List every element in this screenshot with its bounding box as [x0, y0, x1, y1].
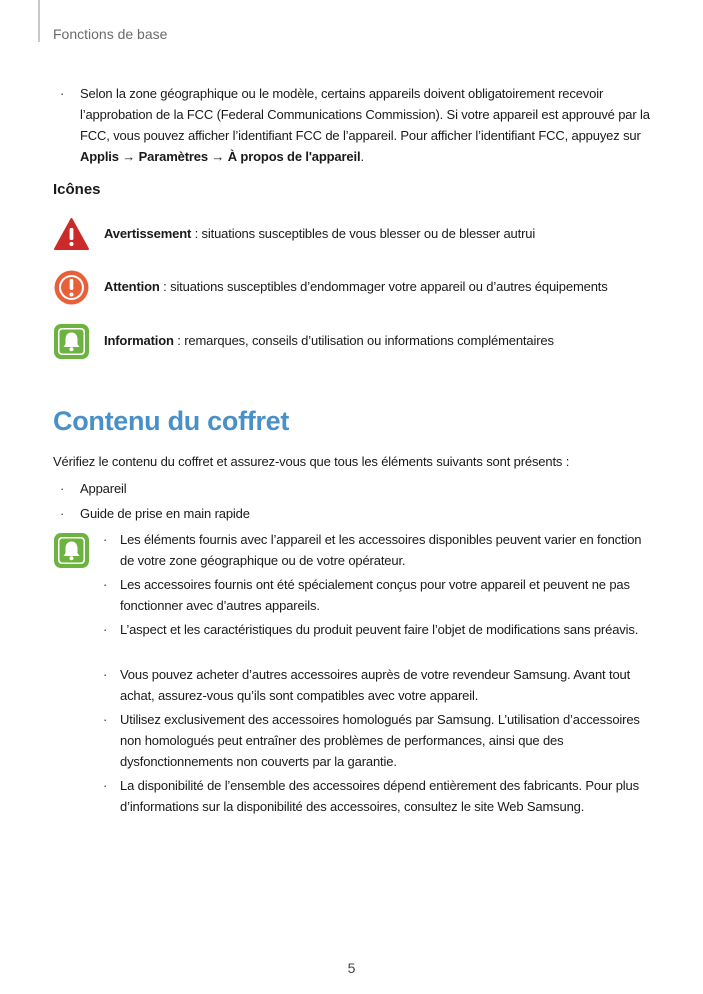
legend-term: Attention — [104, 279, 160, 294]
information-bell-icon — [53, 323, 90, 360]
list-item-quick-guide: Guide de prise en main rapide — [80, 506, 250, 521]
section-intro: Vérifiez le contenu du coffret et assurez-vous que tous les éléments suivants sont présents : — [53, 454, 570, 469]
list-bullet: · — [60, 481, 65, 496]
note-item: Utilisez exclusivement des accessoires homologués par Samsung. L’utilisation d’accessoires non homologués peut entraîner des problèmes de performances, ainsi que des dysfonctionnements non couverts par la garantie. — [120, 712, 640, 769]
caution-exclamation-icon — [53, 269, 90, 306]
legend-term: Information — [104, 333, 174, 348]
note-item: L’aspect et les caractéristiques du produit peuvent faire l’objet de modifications sans préavis. — [120, 622, 639, 637]
warning-triangle-icon — [53, 216, 90, 253]
path-apps: Applis — [80, 149, 119, 164]
note-bullet: · — [103, 712, 108, 727]
legend-warning — [53, 216, 673, 252]
note-item: Les accessoires fournis ont été spécialement conçus pour votre appareil et peuvent ne pas fonctionner avec d’autres appareils. — [120, 577, 630, 613]
note-bullet: · — [103, 532, 108, 547]
legend-description: : remarques, conseils d’utilisation ou informations complémentaires — [173, 333, 554, 348]
information-bell-icon — [53, 532, 90, 569]
icons-heading: Icônes — [53, 181, 101, 198]
list-item-device: Appareil — [80, 481, 127, 496]
legend-caution — [53, 269, 673, 305]
note-bullet: · — [103, 622, 108, 637]
path-arrow: → — [118, 149, 139, 164]
legend-description: : situations susceptibles de vous blesser ou de blesser autrui — [191, 226, 536, 241]
note-item: Vous pouvez acheter d’autres accessoires auprès de votre revendeur Samsung. Avant tout achat, assurez-vous qu’ils sont compatibles avec votre appareil. — [120, 667, 631, 703]
legend-information-text — [104, 332, 554, 350]
page-number: 5 — [347, 960, 356, 976]
fcc-bullet: · — [60, 86, 65, 101]
legend-warning-text — [104, 225, 535, 243]
note-bullet: · — [103, 577, 108, 592]
path-about-device: À propos de l'appareil — [227, 149, 361, 164]
legend-term: Avertissement — [104, 226, 192, 241]
fcc-note-paragraph — [80, 83, 655, 167]
header-divider — [38, 0, 40, 42]
note-bullet: · — [103, 778, 108, 793]
path-settings: Paramètres — [138, 149, 208, 164]
path-arrow: → — [207, 149, 228, 164]
list-bullet: · — [60, 506, 65, 521]
section-title: Contenu du coffret — [53, 406, 290, 436]
note-item: La disponibilité de l’ensemble des accessoires dépend entièrement des fabricants. Pour plus d’informations sur la disponibilité des accessoires, consultez le site Web Samsung. — [120, 778, 639, 814]
legend-information — [53, 323, 673, 359]
note-item: Les éléments fournis avec l’appareil et les accessoires disponibles peuvent varier en fonction de votre zone géographique ou de votre opérateur. — [120, 532, 642, 568]
running-header: Fonctions de base — [53, 26, 168, 42]
note-bullet: · — [103, 667, 108, 682]
fcc-note-text: Selon la zone géographique ou le modèle, certains appareils doivent obligatoirement recevoir l’approbation de la FCC (Federal Communications Commission). Si votre appareil est approuvé par la FCC, vous pouvez afficher l’identifiant FCC de l’appareil. Pour afficher l’identifiant FCC, appuyez sur — [80, 86, 650, 143]
fcc-note-end: . — [360, 149, 364, 164]
legend-description: : situations susceptibles d’endommager votre appareil ou d’autres équipements — [159, 279, 608, 294]
legend-caution-text — [104, 278, 608, 296]
